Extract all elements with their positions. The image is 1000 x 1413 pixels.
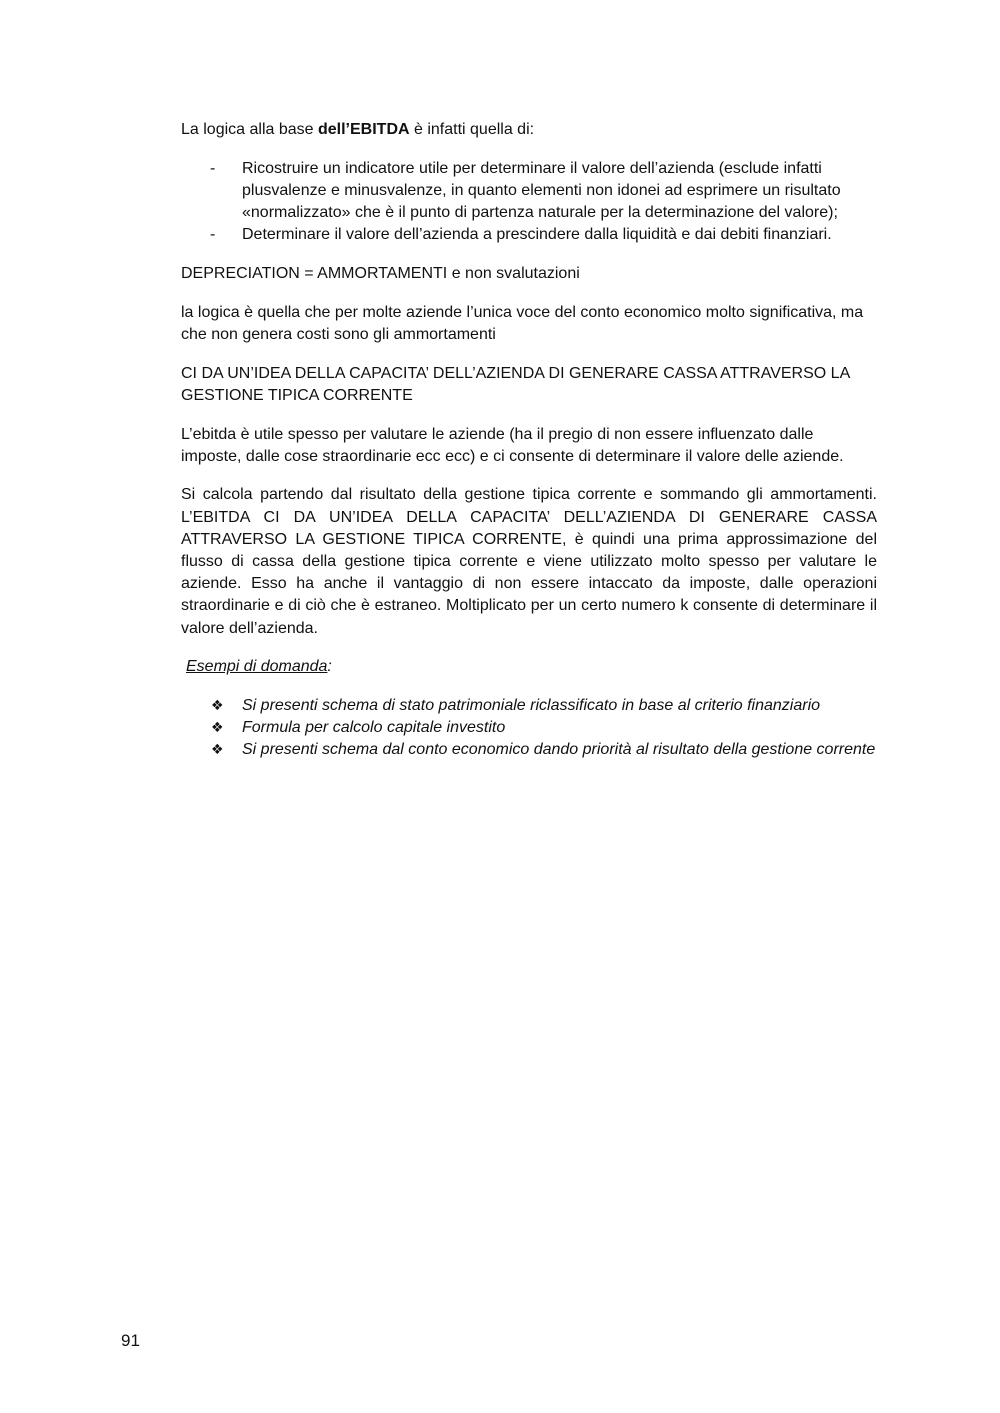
- examples-heading-label: Esempi di domanda: [186, 658, 328, 676]
- diamond-bullet-icon: ❖: [211, 742, 224, 759]
- logic-paragraph: la logica è quella che per molte aziende l’unica voce del conto economico molto significativa, ma che non genera costi sono gli ammortamenti: [181, 303, 864, 343]
- caps-paragraph: CI DA UN’IDEA DELLA CAPACITA’ DELL’AZIENDA DI GENERARE CASSA ATTRAVERSO LA GESTIONE TIPICA CORRENTE: [181, 364, 850, 404]
- list-item-text: Formula per calcolo capitale investito: [242, 719, 506, 737]
- dash-bullet: -: [210, 159, 216, 177]
- intro-suffix: è infatti quella di:: [409, 121, 535, 138]
- dash-list: [181, 158, 877, 247]
- examples-list: [181, 695, 877, 762]
- list-item: [181, 224, 877, 246]
- ebitda-paragraph: L’ebitda è utile spesso per valutare le aziende (ha il pregio di non essere influenzato dalle imposte, dalle cose straordinarie ecc ecc) e ci consente di determinare il valore delle aziende.: [181, 425, 844, 465]
- dash-bullet: -: [210, 226, 216, 244]
- list-item-text: Ricostruire un indicatore utile per determinare il valore dell’azienda (esclude infatti plusvalenze e minusvalenze, in quanto elementi non idonei ad esprimere un risultato «normalizzato» che è il punto di partenza naturale per la determinazione del valore);: [242, 159, 841, 222]
- calc-paragraph: Si calcola partendo dal risultato della gestione tipica corrente e sommando gli ammortamenti. L’EBITDA CI DA UN’IDEA DELLA CAPACITA’ DELL’AZIENDA DI GENERARE CASSA ATTRAVERSO LA GESTIONE TIPICA CORRENTE, è quindi una prima approssimazione del flusso di cassa della gestione tipica corrente e viene utilizzato molto spesso per valutare le aziende. Esso ha anche il vantaggio di non essere intaccato da imposte, dalle operazioni straordinarie e di ciò che è estraneo. Moltiplicato per un certo numero k consente di determinare il valore dell’azienda.: [181, 486, 877, 637]
- list-item: [181, 695, 877, 717]
- depreciation-line: DEPRECIATION = AMMORTAMENTI e non svalutazioni: [181, 265, 580, 283]
- list-item-text: Si presenti schema dal conto economico dando priorità al risultato della gestione corrente: [242, 741, 876, 759]
- intro-bold-term: dell’EBITDA: [317, 121, 410, 138]
- diamond-bullet-icon: ❖: [211, 720, 224, 737]
- intro-paragraph: [181, 119, 877, 141]
- page-number: 91: [121, 1331, 140, 1350]
- list-item-text: Si presenti schema di stato patrimoniale riclassificato in base al criterio finanziario: [242, 697, 821, 715]
- page-content: [181, 119, 877, 778]
- diamond-bullet-icon: ❖: [211, 698, 224, 715]
- intro-prefix: La logica alla base: [181, 121, 318, 138]
- list-item: [181, 158, 877, 225]
- list-item: [181, 717, 877, 739]
- list-item-text: Determinare il valore dell’azienda a prescindere dalla liquidità e dai debiti finanziari.: [242, 226, 832, 244]
- examples-heading-colon: :: [327, 658, 332, 676]
- examples-heading: [186, 656, 877, 678]
- list-item: [181, 739, 877, 761]
